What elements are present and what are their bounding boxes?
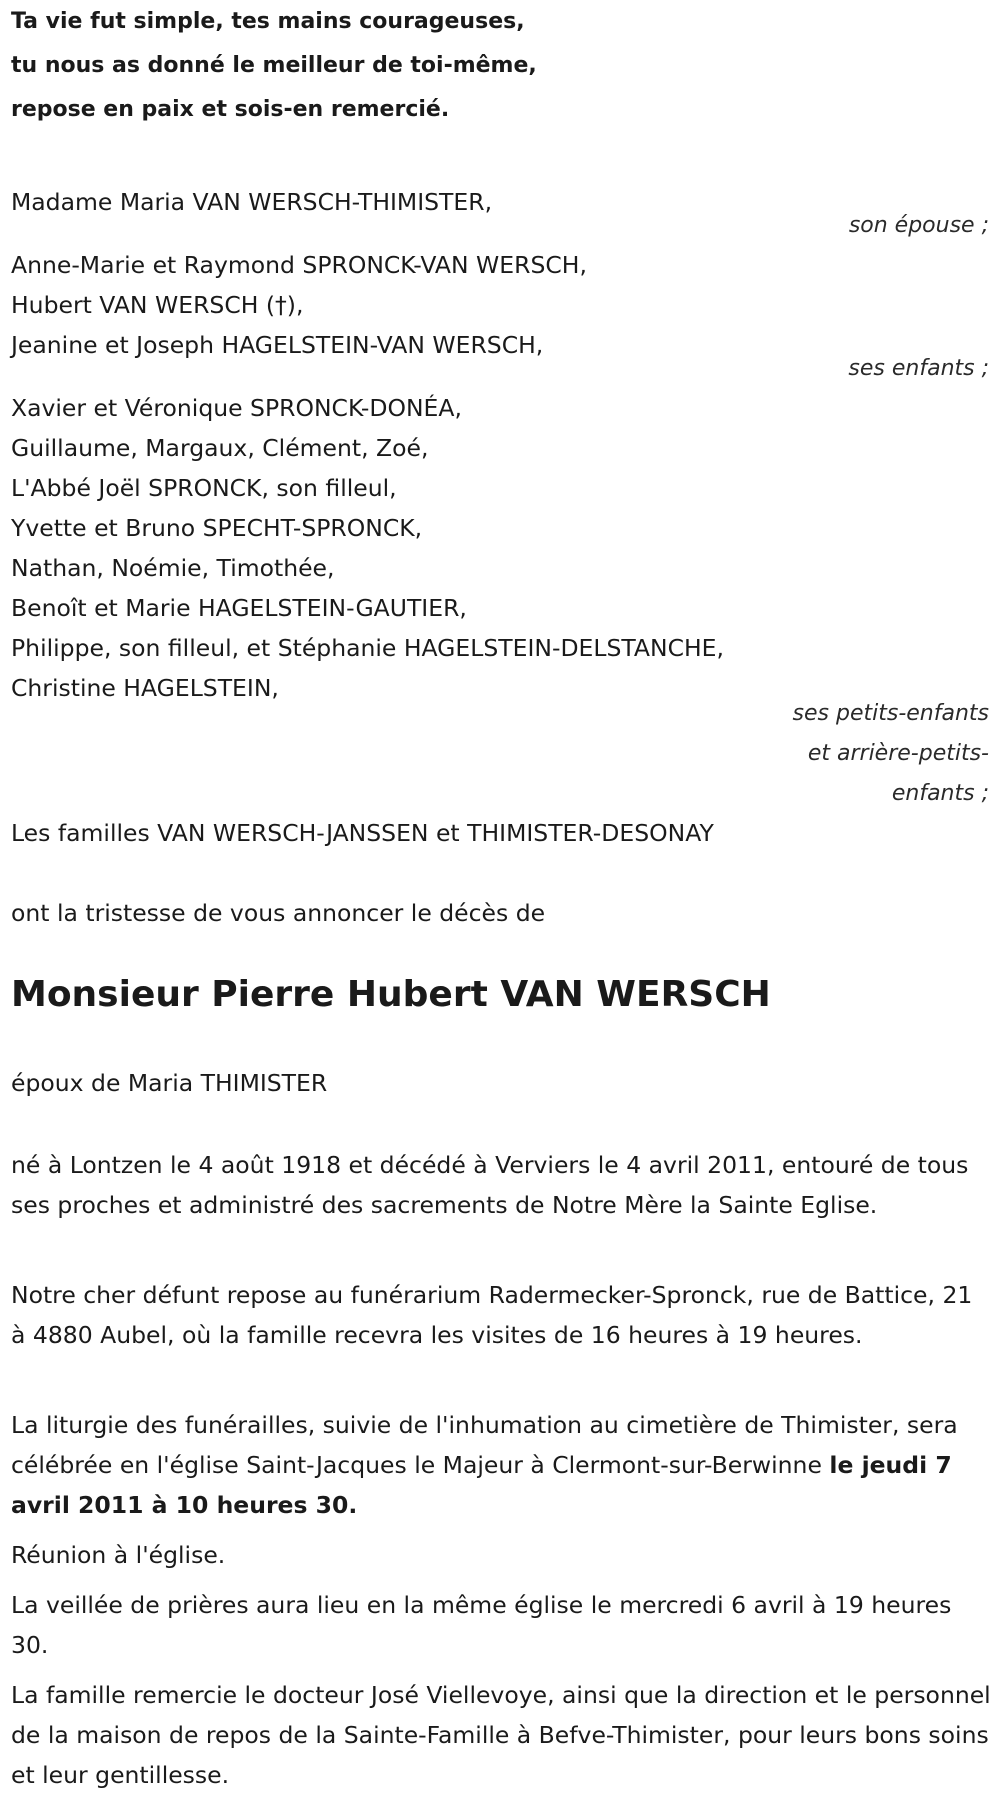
liturgy-paragraph [11,1405,991,1525]
funerarium-paragraph: Notre cher défunt repose au funérarium Radermecker-Spronck, rue de Battice, 21 à 4880 Aubel, où la famille recevra les visites de 16 heures à 19 heures. [11,1281,973,1349]
spouse-of-line: époux de Maria THIMISTER [11,1069,328,1097]
reunion-paragraph: Réunion à l'église. [11,1541,226,1569]
spouse-role: son épouse ; [848,213,989,238]
grandchildren-role-line-2: et arrière-petits- [807,741,989,766]
grandchild-4: Yvette et Bruno SPECHT-SPRONCK, [11,514,423,542]
poem-line-2: tu nous as donné le meilleur de toi-même, [11,53,537,78]
grandchild-6: Benoît et Marie HAGELSTEIN-GAUTIER, [11,594,467,622]
grandchild-1: Xavier et Véronique SPRONCK-DONÉA, [11,394,462,422]
grandchild-3: L'Abbé Joël SPRONCK, son filleul, [11,474,397,502]
families-line: Les familles VAN WERSCH-JANSSEN et THIMISTER-DESONAY [11,819,714,847]
grandchildren-role-line-1: ses petits-enfants [792,701,989,726]
grandchild-5: Nathan, Noémie, Timothée, [11,554,335,582]
grandchildren-role-line-3: enfants ; [891,781,989,806]
spouse-name: Madame Maria VAN WERSCH-THIMISTER, [11,188,493,216]
grandchild-8: Christine HAGELSTEIN, [11,674,279,702]
poem-line-1: Ta vie fut simple, tes mains courageuses, [11,9,525,34]
liturgy-date: le jeudi 7 avril 2011 à 10 heures 30. [11,1451,952,1519]
child-2: Hubert VAN WERSCH (†), [11,291,304,319]
birth-death-paragraph: né à Lontzen le 4 août 1918 et décédé à Verviers le 4 avril 2011, entouré de tous ses proches et administré des sacrements de Notre Mère la Sainte Eglise. [11,1151,969,1219]
poem-line-3: repose en paix et sois-en remercié. [11,97,450,122]
announcement-line: ont la tristesse de vous annoncer le décès de [11,899,546,927]
thanks-paragraph: La famille remercie le docteur José Viellevoye, ainsi que la direction et le personnel de la maison de repos de la Sainte-Famille à Befve-Thimister, pour leurs bons soins et leur gentillesse. [11,1681,991,1789]
deceased-name: Monsieur Pierre Hubert VAN WERSCH [11,974,771,1015]
children-role: ses enfants ; [848,356,989,381]
liturgy-text: La liturgie des funérailles, suivie de l'inhumation au cimetière de Thimister, sera célébrée en l'église Saint-Jacques le Majeur à Clermont-sur-Berwinne [11,1411,958,1479]
vigil-paragraph: La veillée de prières aura lieu en la même église le mercredi 6 avril à 19 heures 30. [11,1591,952,1659]
grandchild-2: Guillaume, Margaux, Clément, Zoé, [11,434,429,462]
child-1: Anne-Marie et Raymond SPRONCK-VAN WERSCH, [11,251,587,279]
grandchild-7: Philippe, son filleul, et Stéphanie HAGELSTEIN-DELSTANCHE, [11,634,724,662]
child-3: Jeanine et Joseph HAGELSTEIN-VAN WERSCH, [11,331,544,359]
